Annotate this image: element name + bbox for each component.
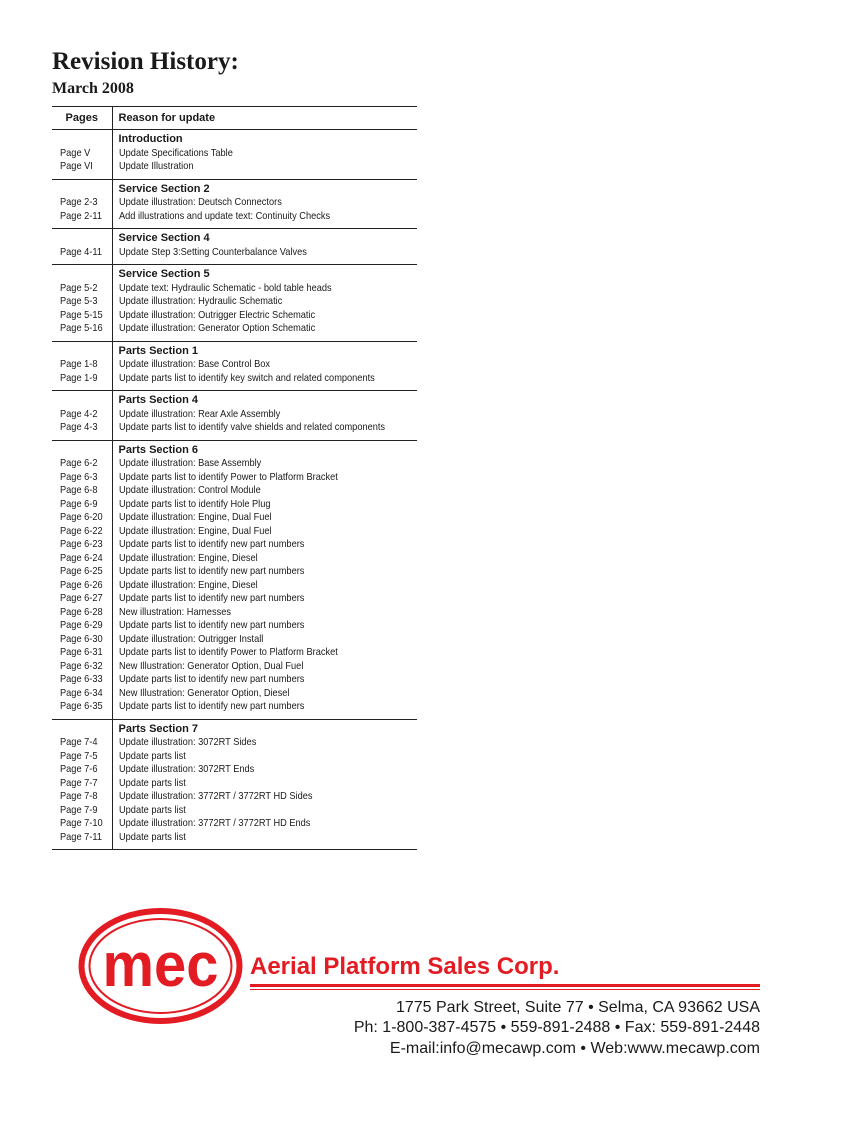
page-ref: Page 6-34	[60, 686, 103, 699]
page-ref: Page 2-3	[60, 196, 98, 208]
page-ref: Page 7-7	[60, 776, 98, 789]
update-reason: Update parts list to identify new part numbers	[118, 700, 304, 712]
page-ref: Page 7-8	[60, 790, 98, 802]
update-reason: Update text: Hydraulic Schematic - bold table heads	[118, 281, 332, 294]
page-ref: Page 2-11	[60, 209, 102, 222]
reason-column-header: Reason for update	[112, 107, 417, 130]
update-reason: Update illustration: Engine, Dual Fuel	[118, 524, 272, 537]
update-reason: Update illustration: Engine, Diesel	[118, 578, 258, 591]
update-reason: New Illustration: Generator Option, Dual Fuel	[118, 659, 303, 672]
page-ref: Page VI	[60, 160, 93, 172]
update-reason: Add illustrations and update text: Continuity Checks	[118, 209, 330, 222]
page-ref: Page 6-29	[60, 619, 103, 631]
revision-table-body	[52, 130, 417, 850]
section-pages-cell	[52, 341, 112, 391]
company-address: 1775 Park Street, Suite 77 • Selma, CA 93662 USA	[395, 999, 760, 1016]
update-reason: Update Specifications Table	[118, 146, 233, 159]
update-reason: Update illustration: Base Control Box	[118, 358, 270, 370]
section-reasons-cell	[112, 391, 417, 441]
update-reason: Update parts list	[118, 749, 186, 762]
update-reason: Update parts list	[118, 776, 186, 789]
revision-table	[52, 106, 417, 850]
page-ref: Page V	[60, 146, 91, 159]
company-contact: E-mail:info@mecawp.com • Web:www.mecawp.com	[389, 1040, 760, 1057]
update-reason: Update illustration: Outrigger Install	[118, 632, 263, 645]
update-reason: Update parts list to identify new part numbers	[118, 565, 304, 577]
page-ref: Page 6-8	[60, 484, 98, 496]
page-ref: Page 6-24	[60, 551, 103, 564]
section-reasons-cell	[112, 265, 417, 342]
section-reasons-cell	[112, 130, 417, 180]
section-reasons-cell	[112, 719, 417, 850]
mec-logo	[78, 907, 243, 1025]
section-pages-cell	[52, 440, 112, 719]
section-title: Parts Section 1	[118, 344, 198, 357]
pages-column-header: Pages	[52, 107, 112, 130]
update-reason: Update illustration: Outrigger Electric Schematic	[118, 308, 315, 321]
revision-section-row	[52, 440, 417, 719]
revision-date: March 2008	[52, 80, 134, 97]
page-ref: Page 7-5	[60, 749, 98, 762]
update-reason: New Illustration: Generator Option, Diesel	[118, 686, 290, 699]
update-reason: Update illustration: Generator Option Schematic	[118, 322, 315, 334]
logo-text: mec	[102, 931, 219, 1000]
footer-rule-thin	[250, 989, 760, 990]
page-ref: Page 6-35	[60, 700, 103, 712]
revision-section-row	[52, 391, 417, 441]
update-reason: Update parts list to identify Power to Platform Bracket	[118, 646, 338, 658]
page-ref: Page 5-15	[60, 308, 103, 321]
section-pages-cell	[52, 719, 112, 850]
update-reason: Update parts list to identify valve shields and related components	[118, 421, 385, 433]
page-ref: Page 1-8	[60, 358, 98, 370]
update-reason: Update illustration: 3072RT Ends	[118, 763, 254, 775]
revision-section-row	[52, 719, 417, 850]
company-phone: Ph: 1-800-387-4575 • 559-891-2488 • Fax: 559-891-2448	[353, 1019, 760, 1036]
revision-section-row	[52, 229, 417, 265]
section-pages-cell	[52, 229, 112, 265]
update-reason: Update illustration: Base Assembly	[118, 457, 261, 469]
footer-rule-thick	[250, 984, 760, 987]
update-reason: Update illustration: Control Module	[118, 484, 261, 496]
update-reason: Update illustration: 3072RT Sides	[118, 736, 256, 748]
section-pages-cell	[52, 265, 112, 342]
page-ref: Page 7-9	[60, 803, 98, 816]
page-ref: Page 6-30	[60, 632, 103, 645]
section-reasons-cell	[112, 179, 417, 229]
section-title: Parts Section 7	[118, 722, 198, 735]
section-reasons-cell	[112, 341, 417, 391]
page-ref: Page 6-22	[60, 524, 103, 537]
section-title: Parts Section 4	[118, 394, 198, 406]
update-reason: Update illustration: 3772RT / 3772RT HD Ends	[118, 817, 310, 829]
page-ref: Page 5-2	[60, 281, 98, 294]
page-ref: Page 4-3	[60, 421, 98, 433]
section-pages-cell	[52, 391, 112, 441]
section-pages-cell	[52, 130, 112, 180]
update-reason: Update parts list to identify Power to Platform Bracket	[118, 470, 338, 483]
update-reason: Update parts list to identify new part numbers	[118, 619, 304, 631]
section-title: Parts Section 6	[118, 443, 198, 456]
page-ref: Page 5-16	[60, 322, 103, 334]
update-reason: Update Illustration	[118, 160, 193, 172]
section-title: Service Section 4	[118, 232, 210, 244]
update-reason: Update parts list to identify Hole Plug	[118, 497, 271, 510]
page-ref: Page 6-31	[60, 646, 103, 658]
page-ref: Page 6-9	[60, 497, 98, 510]
page-ref: Page 6-2	[60, 457, 98, 469]
update-reason: Update parts list to identify new part numbers	[118, 673, 304, 685]
update-reason: Update parts list to identify new part numbers	[118, 538, 304, 550]
page-ref: Page 6-26	[60, 578, 103, 591]
update-reason: Update parts list to identify new part numbers	[118, 592, 304, 604]
section-reasons-cell	[112, 229, 417, 265]
revision-section-row	[52, 130, 417, 180]
update-reason: Update parts list	[118, 803, 186, 816]
page-ref: Page 6-25	[60, 565, 103, 577]
page-ref: Page 5-3	[60, 295, 98, 307]
update-reason: Update Step 3:Setting Counterbalance Valves	[118, 245, 307, 258]
page-ref: Page 6-28	[60, 605, 103, 618]
company-name: Aerial Platform Sales Corp.	[250, 953, 560, 980]
update-reason: Update parts list to identify key switch and related components	[118, 371, 375, 384]
page-ref: Page 6-23	[60, 538, 103, 550]
revision-section-row	[52, 179, 417, 229]
section-reasons-cell	[112, 440, 417, 719]
page-ref: Page 7-4	[60, 736, 98, 748]
revision-section-row	[52, 265, 417, 342]
page-ref: Page 1-9	[60, 371, 98, 384]
page-ref: Page 7-6	[60, 763, 98, 775]
update-reason: Update illustration: 3772RT / 3772RT HD Sides	[118, 790, 312, 802]
page-ref: Page 4-11	[60, 245, 102, 258]
page-ref: Page 6-32	[60, 659, 103, 672]
page-ref: Page 6-27	[60, 592, 103, 604]
revision-section-row	[52, 341, 417, 391]
update-reason: New illustration: Harnesses	[118, 605, 231, 618]
section-pages-cell	[52, 179, 112, 229]
page-ref: Page 6-20	[60, 511, 103, 523]
section-title: Service Section 2	[118, 182, 210, 195]
page-title: Revision History:	[52, 48, 239, 75]
page-ref: Page 6-3	[60, 470, 98, 483]
update-reason: Update illustration: Engine, Diesel	[118, 551, 258, 564]
section-title: Introduction	[118, 133, 183, 145]
page-ref: Page 4-2	[60, 407, 98, 420]
section-title: Service Section 5	[118, 268, 210, 280]
update-reason: Update illustration: Hydraulic Schematic	[118, 295, 282, 307]
page-ref: Page 7-11	[60, 830, 102, 843]
table-header-row	[52, 107, 417, 130]
update-reason: Update illustration: Engine, Dual Fuel	[118, 511, 272, 523]
update-reason: Update parts list	[118, 830, 186, 843]
page-ref: Page 7-10	[60, 817, 103, 829]
update-reason: Update illustration: Rear Axle Assembly	[118, 407, 280, 420]
page-ref: Page 6-33	[60, 673, 103, 685]
update-reason: Update illustration: Deutsch Connectors	[118, 196, 282, 208]
